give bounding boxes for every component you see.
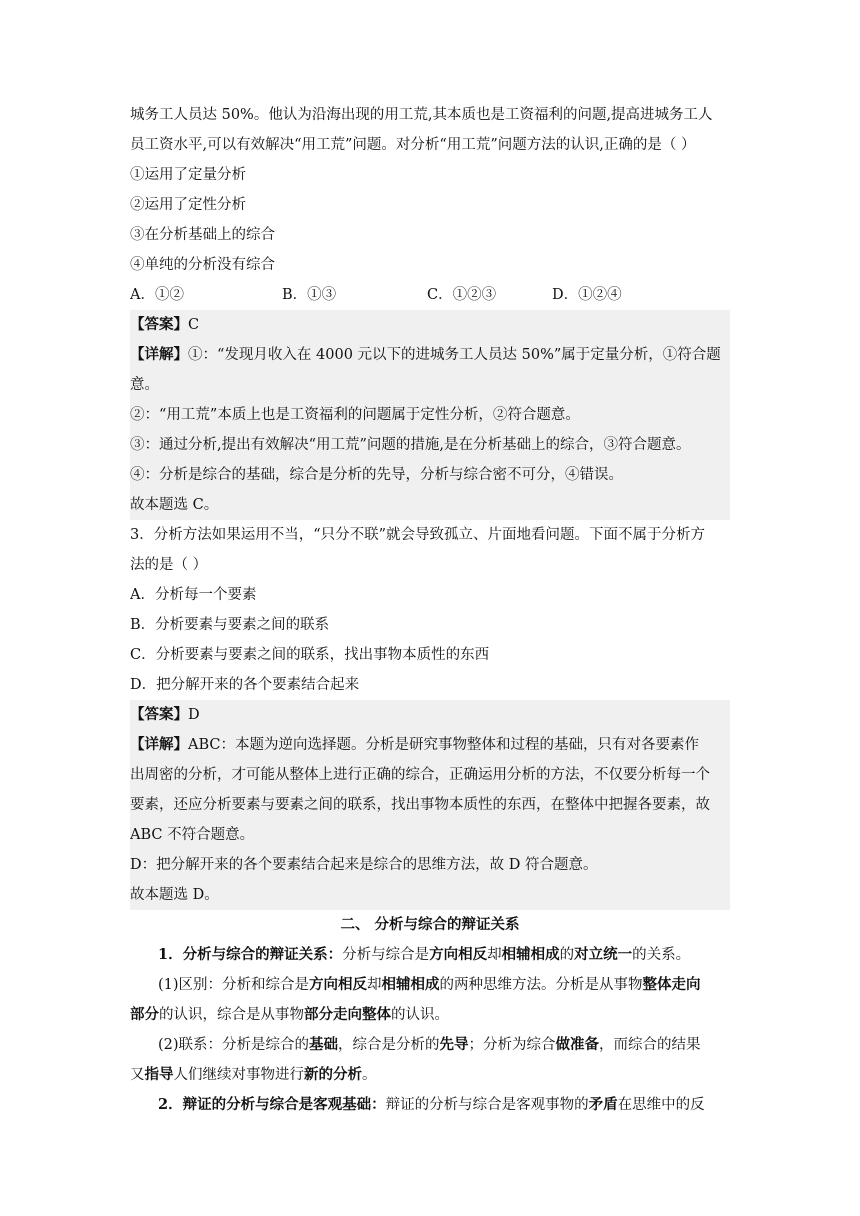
q2-detail-line-2: 意。 — [130, 377, 159, 393]
document-body — [130, 100, 730, 1120]
para-bold: 整体走向 — [642, 976, 701, 993]
q2-item-3: ③在分析基础上的综合 — [130, 227, 275, 243]
q3-stem-line-1: 3．分析方法如果运用不当，“只分不联”就会导致孤立、片面地看问题。下面不属于分析方 — [130, 527, 706, 543]
para-text: 又 — [130, 1067, 145, 1083]
q2-item-4: ④单纯的分析没有综合 — [130, 257, 275, 273]
para-lead: 2．辩证的分析与综合是客观基础： — [158, 1096, 386, 1113]
section-para-1 — [130, 940, 730, 970]
answer-label: 【答案】 — [130, 316, 188, 333]
para-text: 的关系。 — [632, 947, 691, 963]
answer-value: C — [188, 317, 200, 333]
para-bold: 相辅相成 — [501, 946, 560, 963]
q2-option-c: C．①②③ — [427, 287, 497, 303]
para-text: ，综合是分析的 — [338, 1037, 440, 1053]
q2-option-a: A．①② — [130, 287, 184, 303]
para-text: ，而综合的结果 — [599, 1037, 701, 1053]
q3-answer — [130, 700, 730, 730]
para-bold: 矛盾 — [588, 1096, 618, 1113]
para-text: 的认识，综合是从事物 — [159, 1007, 304, 1023]
para-bold: 部分走向整体 — [304, 1006, 391, 1023]
q2-answer — [130, 310, 730, 340]
section-para-3-line-1 — [130, 1030, 730, 1060]
para-text: ：分析是综合的 — [207, 1037, 310, 1053]
q3-detail-line-2: 出周密的分析，才可能从整体上进行正确的综合，正确运用分析的方法，不仅要分析每一个 — [130, 767, 710, 783]
para-lead: (2)联系 — [158, 1037, 208, 1053]
q2-item-1: ①运用了定量分析 — [130, 167, 246, 183]
answer-label: 【答案】 — [130, 706, 188, 723]
q2-detail-line-3: ②：“用工荒”本质上也是工资福利的问题属于定性分析，②符合题意。 — [130, 407, 580, 423]
q2-option-d: D．①②④ — [552, 287, 622, 303]
section-para-2-line-2 — [130, 1000, 730, 1030]
q2-option-b: B．①③ — [282, 287, 337, 303]
para-bold: 部分 — [130, 1006, 159, 1023]
para-text: 的认识。 — [391, 1007, 449, 1023]
answer-value: D — [188, 707, 200, 723]
para-lead: (1)区别 — [158, 977, 208, 993]
q3-detail-line-3: 要素，还应分析要素与要素之间的联系，找出事物本质性的东西，在整体中把握各要素，故 — [130, 797, 710, 813]
detail-label: 【详解】 — [130, 346, 188, 363]
para-bold: 方向相反 — [309, 976, 368, 993]
q2-stem-line-2: 员工资水平,可以有效解决“用工荒”问题。对分析“用工荒”问题方法的认识,正确的是（ ） — [130, 137, 696, 153]
para-bold: 做准备 — [555, 1036, 600, 1053]
para-text: ；分析为综合 — [468, 1037, 556, 1053]
q3-option-b: B．分析要素与要素之间的联系 — [130, 617, 330, 633]
section-para-4 — [130, 1090, 730, 1120]
q2-detail-line-4: ③：通过分析,提出有效解决“用工荒”问题的措施,是在分析基础上的综合，③符合题意。 — [130, 437, 691, 453]
para-text: 辩证的分析与综合是客观事物的 — [385, 1097, 589, 1113]
q3-detail-line-4: ABC 不符合题意。 — [130, 827, 255, 843]
q2-item-2: ②运用了定性分析 — [130, 197, 246, 213]
q3-option-c: C．分析要素与要素之间的联系，找出事物本质性的东西 — [130, 647, 490, 663]
para-bold: 相辅相成 — [381, 976, 440, 993]
para-text: 分析与综合是 — [342, 947, 430, 963]
q3-option-d: D．把分解开来的各个要素结合起来 — [130, 677, 360, 693]
q3-detail-line-6: 故本题选 D。 — [130, 887, 219, 903]
para-text: 。 — [362, 1067, 377, 1083]
q2-detail-line-1 — [130, 340, 730, 370]
para-text: 人们继续对事物进行 — [173, 1067, 304, 1083]
detail-text: ABC：本题为逆向选择题。分析是研究事物整体和过程的基础，只有对各要素作 — [188, 737, 699, 753]
para-bold: 先导 — [439, 1036, 469, 1053]
section-para-2-line-1 — [130, 970, 730, 1000]
para-text: 的两种思维方法。分析是从事物 — [439, 977, 643, 993]
para-text: 却 — [487, 947, 502, 963]
para-text: 在思维中的反 — [617, 1097, 705, 1113]
para-bold: 新的分析 — [304, 1066, 362, 1083]
q2-answer-block — [130, 310, 730, 520]
q3-detail-line-5: D：把分解开来的各个要素结合起来是综合的思维方法，故 D 符合题意。 — [130, 857, 598, 873]
section-heading — [130, 910, 730, 940]
para-bold: 对立统一 — [574, 946, 633, 963]
detail-label: 【详解】 — [130, 736, 188, 753]
q3-stem-line-2: 法的是（ ） — [130, 557, 208, 573]
para-text: 却 — [367, 977, 382, 993]
para-text: ：分析和综合是 — [207, 977, 310, 993]
q3-detail-line-1 — [130, 730, 730, 760]
para-lead: 1．分析与综合的辩证关系： — [158, 946, 343, 963]
section-heading-text: 二、 分析与综合的辩证关系 — [340, 916, 520, 933]
section-para-3-line-2 — [130, 1060, 730, 1090]
q2-detail-line-5: ④：分析是综合的基础，综合是分析的先导，分析与综合密不可分，④错误。 — [130, 467, 623, 483]
q2-options — [130, 280, 730, 310]
q3-option-a: A．分析每一个要素 — [130, 587, 257, 603]
q3-answer-block — [130, 700, 730, 910]
para-bold: 基础 — [309, 1036, 339, 1053]
q2-stem-line-1: 城务工人员达 50%。他认为沿海出现的用工荒,其本质也是工资福利的问题,提高进城务工人 — [130, 107, 713, 123]
para-text: 的 — [559, 947, 575, 963]
para-bold: 指导 — [144, 1066, 174, 1083]
q2-detail-line-6: 故本题选 C。 — [130, 497, 219, 513]
detail-text: ①：“发现月收入在 4000 元以下的进城务工人员达 50%”属于定量分析，①符合题 — [188, 347, 721, 363]
para-bold: 方向相反 — [429, 946, 488, 963]
